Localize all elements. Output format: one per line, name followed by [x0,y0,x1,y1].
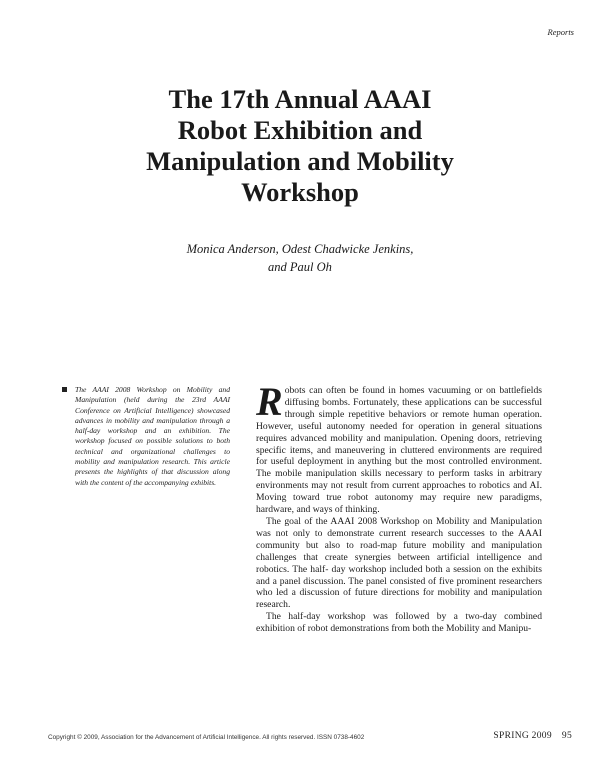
abstract-text: The AAAI 2008 Workshop on Mobility and Manipulation (held during the 23rd AAAI Conference on Artificial Intelligence) showcased advances in mobility and manipulation through a half-day workshop and an exhibition. The workshop focused on possible solutions to both technical and organizational challenges to mobility and manipulation research. This article presents the highlights of that discussion along with the content of the accompanying exhibits. [75,385,230,487]
author-list [150,240,450,276]
section-label: Reports [547,27,574,37]
drop-cap: R [256,379,283,424]
title-line: Robot Exhibition and [177,115,423,145]
title-line: Manipulation and Mobility [146,146,454,176]
square-bullet-icon [62,387,67,392]
issue-label: SPRING 2009 [493,731,552,741]
copyright-notice: Copyright © 2009, Association for the Advancement of Artificial Intelligence. All rights reserved. ISSN 0738-4602 [48,734,365,741]
page-footer [493,731,572,741]
author-line: Monica Anderson, Odest Chadwicke Jenkins, [186,242,414,256]
title-line: Workshop [241,177,359,207]
author-line: and Paul Oh [268,260,332,274]
title-line: The 17th Annual AAAI [168,84,432,114]
abstract-sidebar [62,385,230,488]
body-paragraph [256,379,542,516]
article-body [256,379,542,635]
paragraph-text: obots can often be found in homes vacuuming or on battlefields diffusing bombs. Fortunately, these applications can be successful through simple repetitive behaviors or remote human operation. However, useful autonomy needed for operation in general situations requires advanced mobility and manipulation. Opening doors, retrieving specific items, and maneuvering in cluttered environments are required for useful deployment in anything but the most controlled environment. The mobile manipulation skills necessary to perform tasks in arbitrary environments may not result from current approaches to robotics and AI. Moving toward true robot autonomy may require new paradigms, hardware, and ways of thinking. [256,385,542,516]
body-paragraph: The goal of the AAAI 2008 Workshop on Mobility and Manipulation was not only to demonstrate current research successes to the AAAI community but also to road-map future mobility and manipulation challenges that create synergies between artificial intelligence and robotics. The half- day workshop included both a session on the exhibits and a panel discussion. The panel consisted of five prominent researchers who led a discussion of future directions for mobility and manipulation research. [256,515,542,611]
page-number: 95 [561,731,572,741]
article-title [100,84,500,208]
body-paragraph: The half-day workshop was followed by a two-day combined exhibition of robot demonstrations from both the Mobility and Manipu- [256,611,542,635]
